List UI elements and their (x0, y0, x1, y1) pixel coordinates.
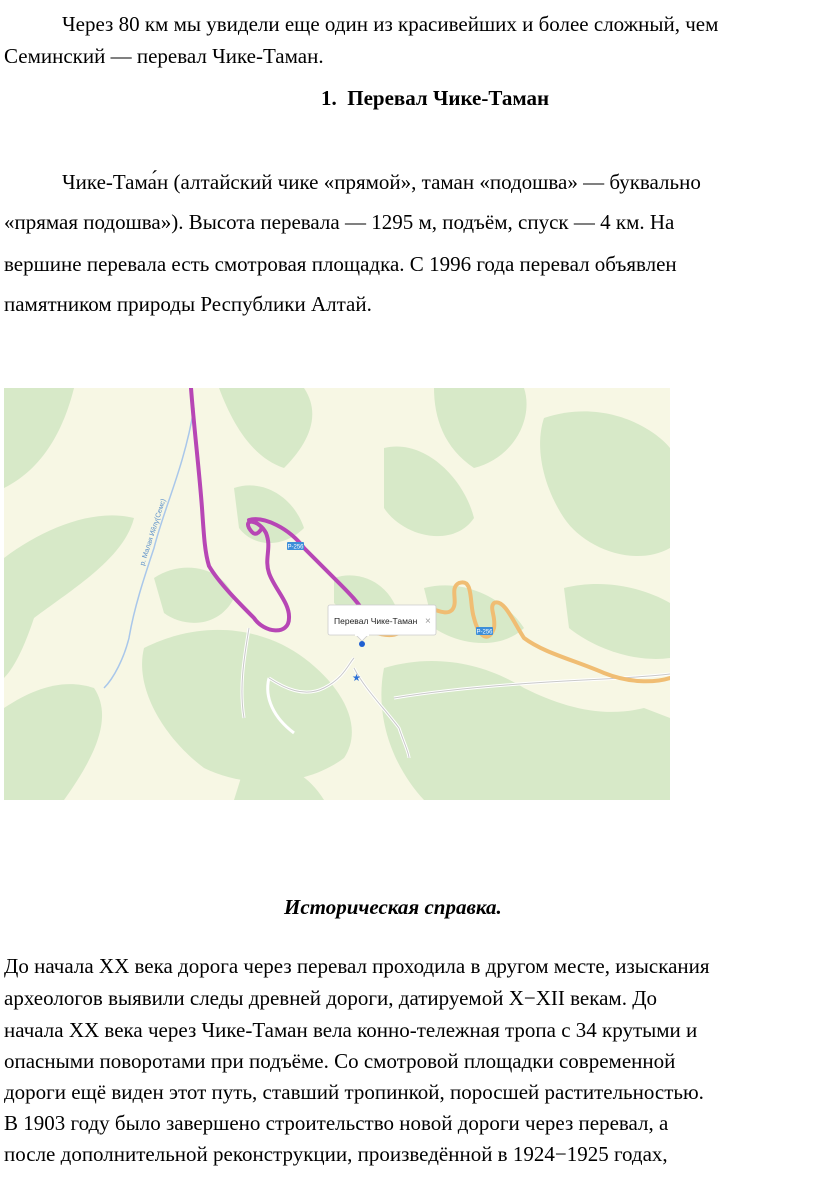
history-line-7: после дополнительной реконструкции, произведённой в 1924−1925 годах, (4, 1142, 668, 1166)
road-badge-1 (287, 542, 304, 551)
description-line-3: вершине перевала есть смотровая площадка. С 1996 года перевал объявлен (4, 252, 677, 276)
road-badge-1-label: Р-256 (287, 544, 304, 551)
pass-marker[interactable] (359, 641, 365, 647)
viewpoint-star-icon: ★ (352, 673, 361, 684)
intro-line-1: Через 80 км мы увидели еще один из красивейших и более сложный, чем (62, 12, 719, 36)
history-title: Историческая справка. (284, 895, 502, 919)
section-title: Перевал Чике-Таман (347, 86, 550, 110)
close-icon[interactable]: × (425, 616, 431, 627)
history-line-5: дороги ещё виден этот путь, ставший тропинкой, поросшей растительностью. (4, 1080, 704, 1104)
road-badge-2-label: Р-256 (476, 629, 493, 636)
description-line-4: памятником природы Республики Алтай. (4, 292, 372, 316)
description-line-1: Чике-Тама́н (алтайский чике «прямой», таман «подошва» — буквально (62, 170, 701, 194)
popup-label: Перевал Чике-Таман (334, 616, 418, 626)
history-line-4: опасными поворотами при подъёме. Со смотровой площадки современной (4, 1049, 676, 1073)
pass-map (4, 388, 670, 800)
section-heading (321, 86, 549, 111)
description-line-2: «прямая подошва»). Высота перевала — 1295 м, подъём, спуск — 4 км. На (4, 210, 675, 234)
river-label: р. Малая Ийлу(Семс) (139, 498, 168, 567)
history-line-1: До начала XX века дорога через перевал проходила в другом месте, изыскания (4, 954, 710, 978)
road-badge-2 (476, 627, 493, 636)
history-line-2: археологов выявили следы древней дороги, датируемой X−XII векам. До (4, 986, 658, 1010)
history-line-6: В 1903 году было завершено строительство новой дороги через перевал, а (4, 1111, 669, 1135)
section-number: 1. (321, 86, 337, 110)
intro-line-2: Семинский — перевал Чике-Таман. (4, 44, 324, 68)
history-line-3: начала XX века через Чике-Таман вела конно-тележная тропа с 34 крутыми и (4, 1018, 698, 1042)
